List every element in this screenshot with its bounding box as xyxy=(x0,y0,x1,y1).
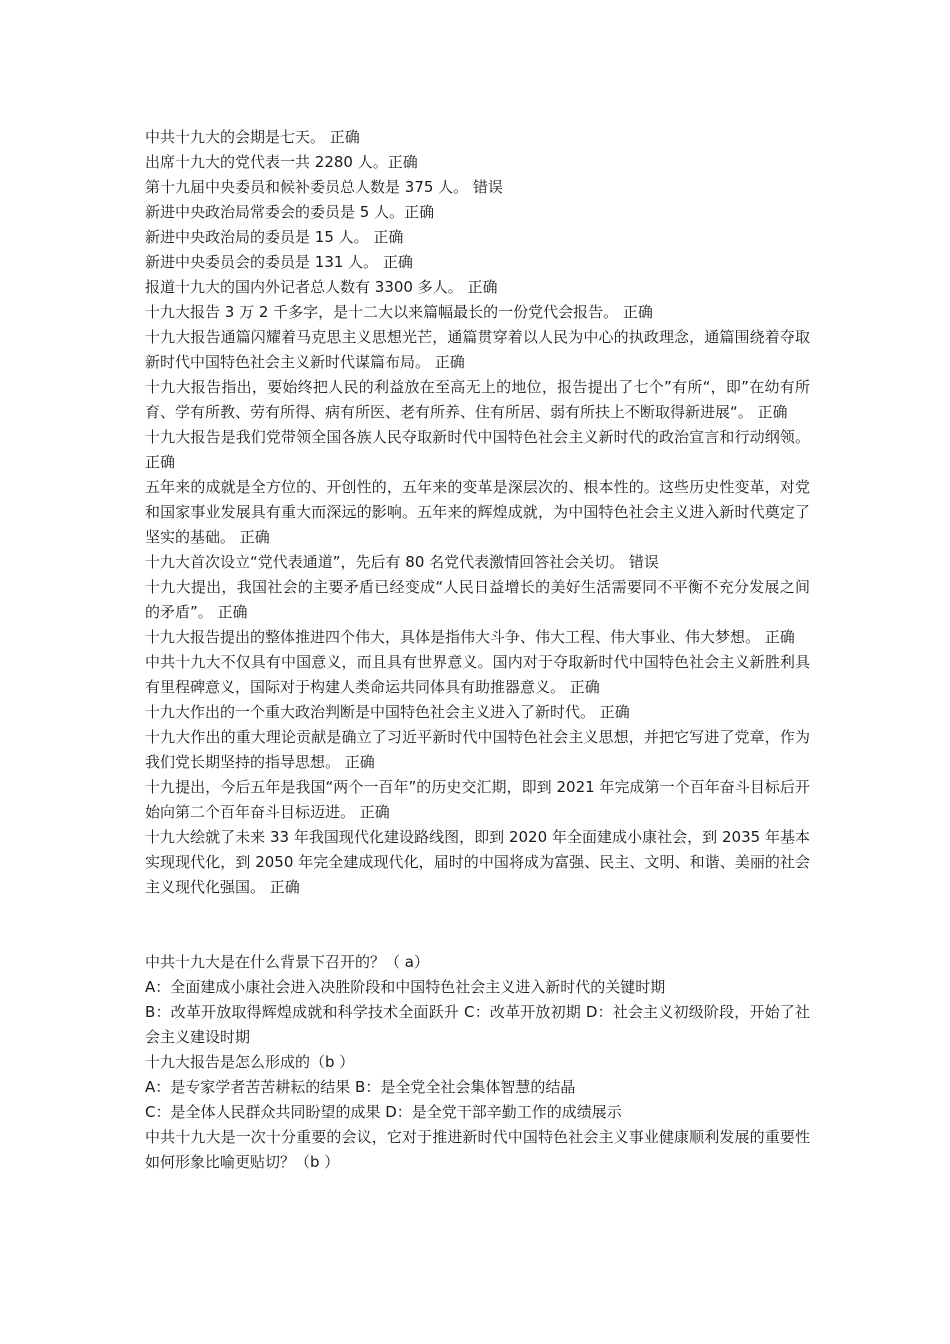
statement-4: 新进中央政治局常委会的委员是 5 人。正确 xyxy=(145,203,435,221)
question-3-stem: 中共十九大是一次十分重要的会议，它对于推进新时代中国特色社会主义事业健康顺利发展的重要性如何形象比喻更贴切？（b ） xyxy=(145,1128,810,1171)
document-page xyxy=(145,125,810,1175)
statement-6: 新进中央委员会的委员是 131 人。 正确 xyxy=(145,253,413,271)
statement-7: 报道十九大的国内外记者总人数有 3300 多人。 正确 xyxy=(145,278,498,296)
question-1-options-bcd: B：改革开放取得辉煌成就和科学技术全面跃升 C：改革开放初期 D：社会主义初级阶段，开始了社会主义建设时期 xyxy=(145,1003,810,1046)
question-2-stem: 十九大报告是怎么形成的（b ） xyxy=(145,1053,355,1071)
statement-8: 十九大报告 3 万 2 千多字，是十二大以来篇幅最长的一份党代会报告。 正确 xyxy=(145,303,653,321)
statement-10: 十九大报告指出，要始终把人民的利益放在至高无上的地位，报告提出了七个”有所“，即”在幼有所育、学有所教、劳有所得、病有所医、老有所养、住有所居、弱有所扶上不断取得新进展“。 正确 xyxy=(145,378,810,421)
question-1-stem: 中共十九大是在什么背景下召开的？（ a） xyxy=(145,953,429,971)
statement-13: 十九大首次设立“党代表通道”，先后有 80 名党代表激情回答社会关切。 错误 xyxy=(145,553,659,571)
statement-20: 十九大绘就了未来 33 年我国现代化建设路线图，即到 2020 年全面建成小康社会，到 2035 年基本实现现代化，到 2050 年完全建成现代化，届时的中国将成为富强、民主、文明、和谐、美丽的社会主义现代化强国。 正确 xyxy=(145,828,810,896)
statement-15: 十九大报告提出的整体推进四个伟大，具体是指伟大斗争、伟大工程、伟大事业、伟大梦想。 正确 xyxy=(145,628,795,646)
statement-9: 十九大报告通篇闪耀着马克思主义思想光芒，通篇贯穿着以人民为中心的执政理念，通篇围绕着夺取新时代中国特色社会主义新时代谋篇布局。 正确 xyxy=(145,328,810,371)
statement-18: 十九大作出的重大理论贡献是确立了习近平新时代中国特色社会主义思想，并把它写进了党章，作为我们党长期坚持的指导思想。 正确 xyxy=(145,728,810,771)
section-gap xyxy=(145,900,810,950)
statement-16: 中共十九大不仅具有中国意义，而且具有世界意义。国内对于夺取新时代中国特色社会主义新胜利具有里程碑意义，国际对于构建人类命运共同体具有助推器意义。 正确 xyxy=(145,653,810,696)
true-false-section xyxy=(145,125,810,900)
statement-14: 十九大提出，我国社会的主要矛盾已经变成“人民日益增长的美好生活需要同不平衡不充分发展之间的矛盾”。 正确 xyxy=(145,578,810,621)
statement-11: 十九大报告是我们党带领全国各族人民夺取新时代中国特色社会主义新时代的政治宣言和行动纲领。 正确 xyxy=(145,428,810,471)
multiple-choice-section xyxy=(145,950,810,1175)
statement-3: 第十九届中央委员和候补委员总人数是 375 人。 错误 xyxy=(145,178,503,196)
statement-1: 中共十九大的会期是七天。 正确 xyxy=(145,128,360,146)
statement-5: 新进中央政治局的委员是 15 人。 正确 xyxy=(145,228,404,246)
statement-12: 五年来的成就是全方位的、开创性的，五年来的变革是深层次的、根本性的。这些历史性变革，对党和国家事业发展具有重大而深远的影响。五年来的辉煌成就，为中国特色社会主义进入新时代奠定了坚实的基础。 正确 xyxy=(145,478,810,546)
statement-2: 出席十九大的党代表一共 2280 人。正确 xyxy=(145,153,418,171)
question-1-option-a: A：全面建成小康社会进入决胜阶段和中国特色社会主义进入新时代的关键时期 xyxy=(145,978,666,996)
question-2-options-ab: A：是专家学者苦苦耕耘的结果 B：是全党全社会集体智慧的结晶 xyxy=(145,1078,576,1096)
statement-17: 十九大作出的一个重大政治判断是中国特色社会主义进入了新时代。 正确 xyxy=(145,703,630,721)
statement-19: 十九提出，今后五年是我国“两个一百年”的历史交汇期，即到 2021 年完成第一个百年奋斗目标后开始向第二个百年奋斗目标迈进。 正确 xyxy=(145,778,810,821)
question-2-options-cd: C：是全体人民群众共同盼望的成果 D：是全党干部辛勤工作的成绩展示 xyxy=(145,1103,622,1121)
